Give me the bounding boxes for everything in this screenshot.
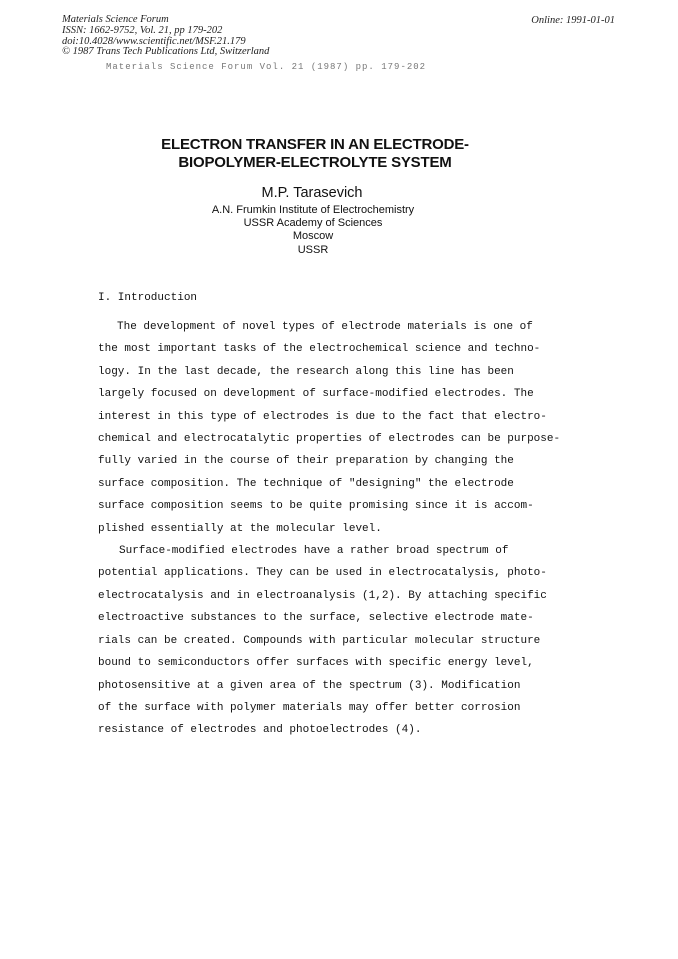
journal-name: Materials Science Forum	[62, 14, 169, 25]
clipped-running-header: Materials Science Forum Vol. 21 (1987) pp. 179-202	[106, 62, 427, 72]
text-line: the most important tasks of the electrochemical science and techno-	[98, 343, 541, 356]
text-line: chemical and electrocatalytic properties of electrodes can be purpose-	[98, 433, 561, 446]
doi-line: doi:10.4028/www.scientific.net/MSF.21.179	[62, 35, 246, 47]
text-line: resistance of electrodes and photoelectrodes (4).	[98, 724, 422, 737]
issn-line: ISSN: 1662-9752, Vol. 21, pp 179-202	[62, 24, 223, 36]
text-line: rials can be created. Compounds with particular molecular structure	[98, 634, 541, 647]
affiliation	[0, 204, 626, 257]
affiliation-line: USSR Academy of Sciences	[243, 217, 383, 230]
text-line: logy. In the last decade, the research along this line has been	[98, 365, 514, 378]
text-line: fully varied in the course of their preparation by changing the	[98, 455, 514, 468]
text-line: largely focused on development of surface-modified electrodes. The	[98, 388, 534, 401]
title-line: ELECTRON TRANSFER IN AN ELECTRODE-	[161, 136, 469, 153]
section-heading: I. Introduction	[98, 292, 198, 304]
text-line: The development of novel types of electrode materials is one of	[117, 321, 533, 333]
copyright-line: © 1987 Trans Tech Publications Ltd, Switzerland	[62, 46, 270, 58]
text-line: photosensitive at a given area of the spectrum (3). Modification	[98, 679, 521, 692]
text-line: Surface-modified electrodes have a rather broad spectrum of	[119, 545, 509, 558]
online-date: Online: 1991-01-01	[531, 15, 615, 26]
text-line: surface composition. The technique of "designing" the electrode	[98, 477, 514, 490]
affiliation-line: Moscow	[292, 230, 334, 243]
affiliation-line: USSR	[297, 243, 329, 256]
text-line: bound to semiconductors offer surfaces with specific energy level,	[98, 657, 534, 670]
text-line: potential applications. They can be used in electrocatalysis, photo-	[98, 567, 547, 580]
title-line: BIOPOLYMER-ELECTROLYTE SYSTEM	[178, 154, 452, 171]
text-line: of the surface with polymer materials may offer better corrosion	[98, 701, 521, 714]
affiliation-line: A.N. Frumkin Institute of Electrochemistry	[211, 204, 415, 216]
author-name: M.P. Tarasevich	[261, 185, 363, 201]
text-line: electrocatalysis and in electroanalysis (1,2). By attaching specific	[98, 589, 547, 602]
text-line: surface composition seems to be quite promising since it is accom-	[98, 500, 534, 513]
text-line: plished essentially at the molecular level.	[98, 522, 382, 535]
citation-header	[62, 15, 269, 58]
text-line: electroactive substances to the surface, selective electrode mate-	[98, 612, 534, 625]
text-line: interest in this type of electrodes is due to the fact that electro-	[98, 410, 547, 423]
paper-title	[0, 136, 630, 172]
body-text	[98, 316, 560, 742]
